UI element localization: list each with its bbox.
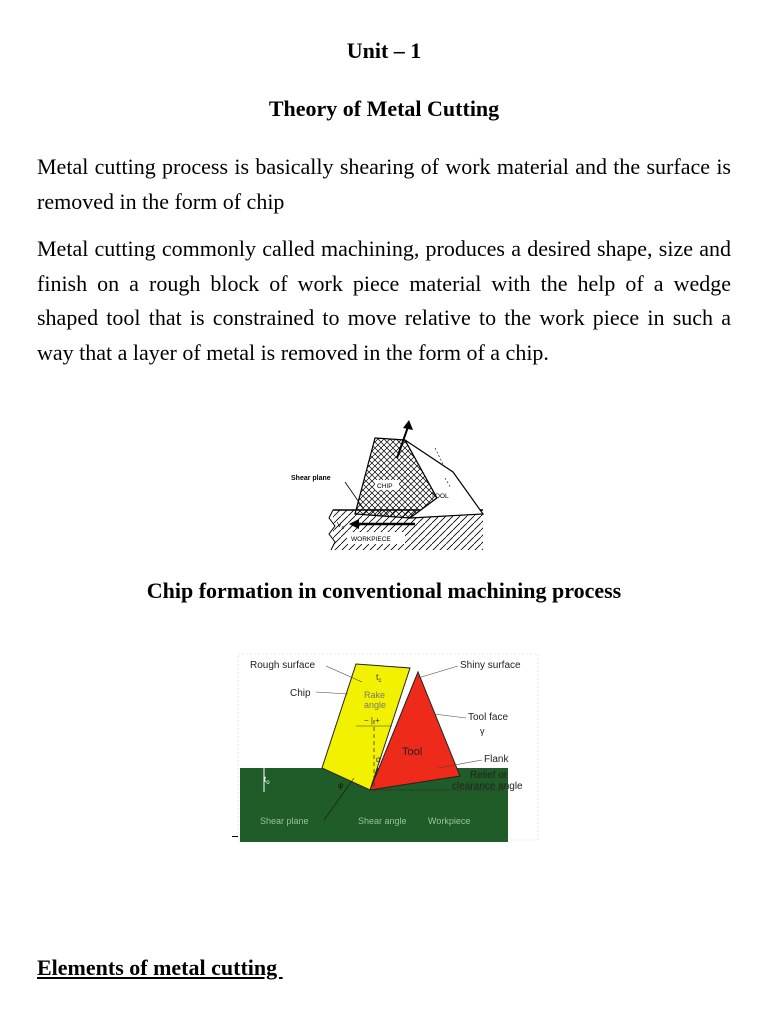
- chip-shape: [355, 438, 437, 518]
- shear-angle-label: Shear angle: [358, 816, 407, 826]
- relief-label-1: Relief or: [470, 770, 508, 781]
- chip-formation-figure: [285, 418, 495, 558]
- relief-label-2: clearance angle: [452, 781, 523, 792]
- shear-plane-label: Shear plane: [260, 816, 309, 826]
- chip-label: CHIP: [377, 483, 393, 490]
- chip-thickness-label: $t_c$: [376, 672, 382, 684]
- rake-angle-label-2: angle: [364, 700, 387, 710]
- shiny-surface-label: Shiny surface: [460, 660, 521, 671]
- alpha-label: α: [376, 755, 381, 764]
- tool-label: TOOL: [431, 493, 449, 500]
- figure1-caption: Chip formation in conventional machining process: [146, 578, 622, 603]
- vc-label: $V_c$: [337, 522, 345, 531]
- workpiece-label: WORKPIECE: [351, 536, 391, 543]
- phi-label: φ: [338, 781, 344, 790]
- rough-surface-label: Rough surface: [250, 660, 316, 671]
- depth-of-cut-label: $t_o$: [264, 775, 270, 786]
- cutting-geometry-figure: [234, 652, 540, 842]
- chip-label: Chip: [290, 688, 311, 699]
- page-title: Theory of Metal Cutting: [268, 96, 500, 121]
- section-heading: Elements of metal cutting: [37, 955, 283, 980]
- rake-angle-label-1: Rake: [364, 690, 386, 700]
- rake-sign-label: − | +: [364, 716, 380, 725]
- tool-label: Tool: [402, 746, 423, 758]
- unit-heading: Unit – 1: [346, 38, 422, 63]
- paragraph-1: Metal cutting process is basically shearing of work material and the surface is removed in the form of chip: [37, 154, 731, 214]
- paragraph-2: Metal cutting commonly called machining, produces a desired shape, size and finish on a rough block of work piece material with the help of a wedge shaped tool that is constrained to move relative to the work piece in such a way that a layer of metal is removed in the form of a chip.: [37, 236, 731, 365]
- flank-label: Flank: [484, 754, 509, 765]
- workpiece-label: Workpiece: [428, 816, 471, 826]
- gamma-label: γ: [480, 726, 485, 736]
- shear-plane-label: Shear plane: [291, 475, 331, 482]
- stray-mark: [232, 836, 238, 837]
- tool-face-label: Tool face: [468, 712, 509, 723]
